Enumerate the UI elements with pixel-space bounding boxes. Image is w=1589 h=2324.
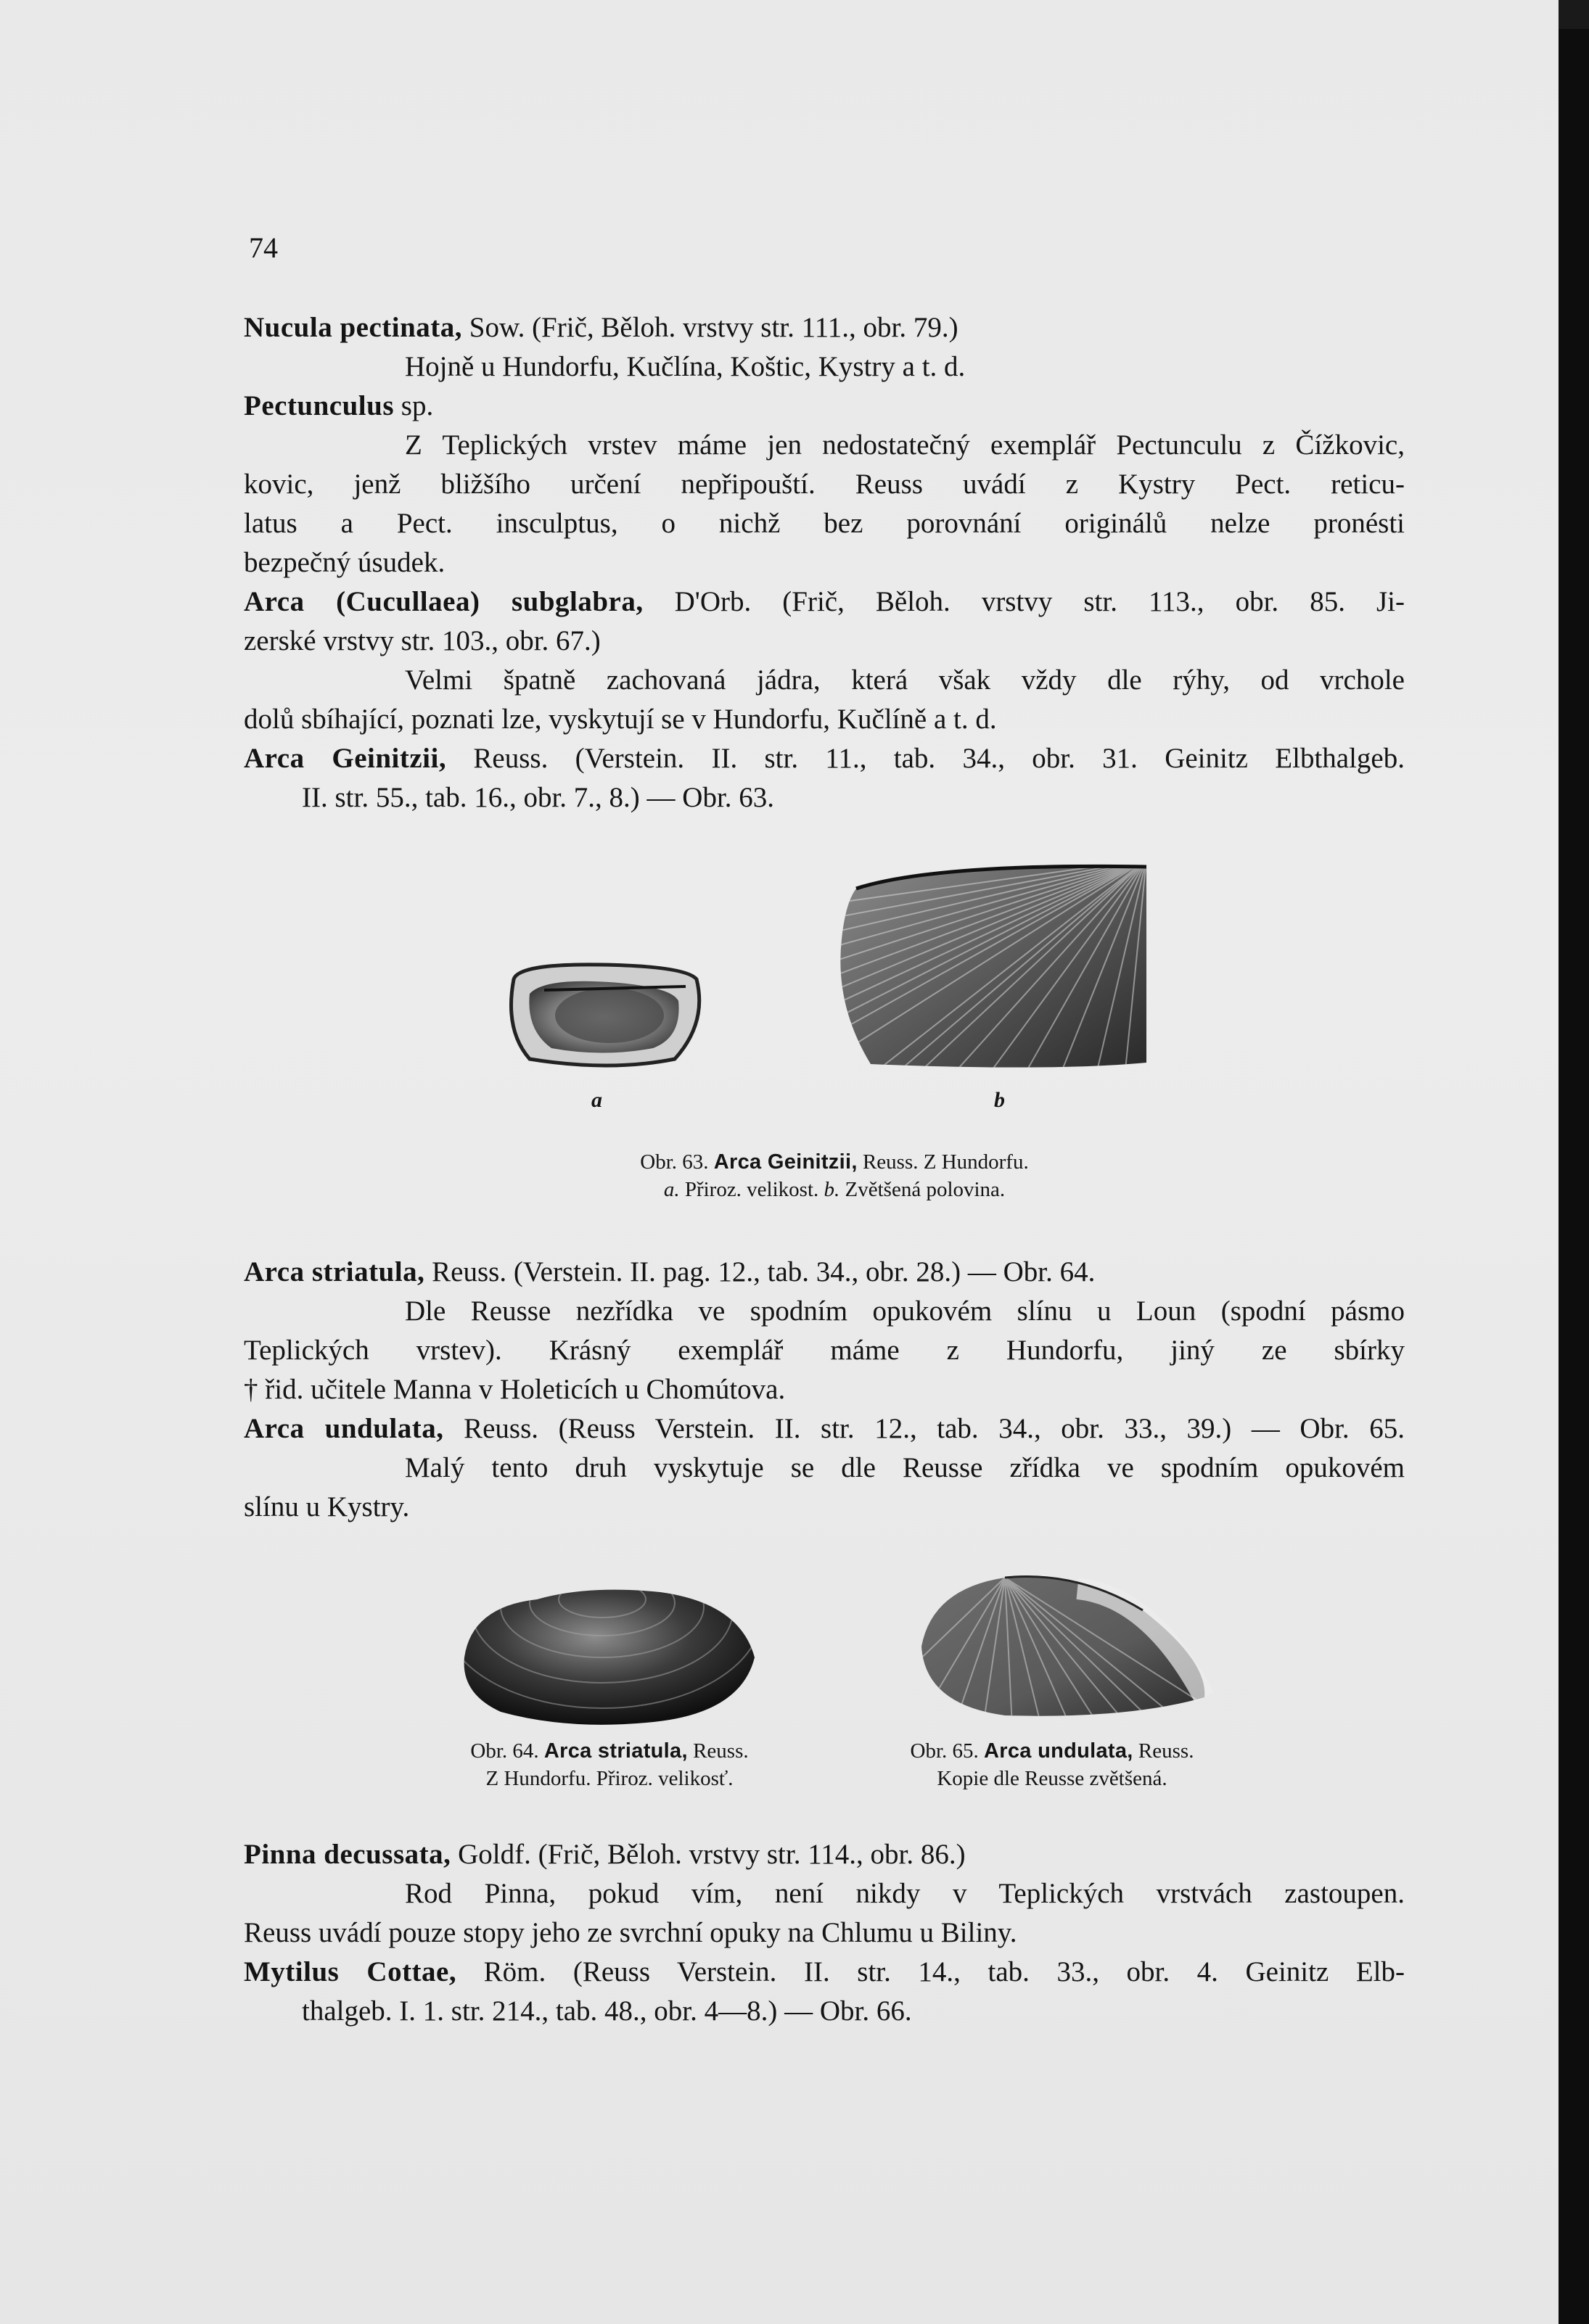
text-line: latus a Pect. insculptus, o nichž bez porovnání originálů nelze pronésti bbox=[244, 508, 1405, 539]
text-line: Teplických vrstev). Krásný exemplář máme z Hundorfu, jiný ze sbírky bbox=[244, 1335, 1405, 1366]
entry-mytilus: Mytilus Cottae, Röm. (Reuss Verstein. II. str. 14., tab. 33., obr. 4. Geinitz Elb- bbox=[244, 1956, 1405, 1987]
entry-arca-undulata: Arca undulata, Reuss. (Reuss Verstein. II. str. 12., tab. 34., obr. 33., 39.) — Obr. 65. bbox=[244, 1413, 1405, 1444]
text-line: Reuss uvádí pouze stopy jeho ze svrchní opuky na Chlumu u Biliny. bbox=[244, 1917, 1017, 1948]
text-line: Hojně u Hundorfu, Kučlína, Koštic, Kystry a t. d. bbox=[405, 351, 966, 382]
text-line: Rod Pinna, pokud vím, není nikdy v Teplických vrstvách zastoupen. bbox=[405, 1878, 1405, 1909]
text-line: Z Teplických vrstev máme jen nedostatečný exemplář Pectunculu z Čížkovic, bbox=[405, 429, 1405, 461]
figure-label-a: a bbox=[591, 1088, 602, 1112]
figure-64-caption: Obr. 64. Arca striatula, Reuss. Z Hundorfu. Přiroz. velikosť. bbox=[470, 1739, 749, 1790]
figure-65-caption: Obr. 65. Arca undulata, Reuss. Kopie dle Reusse zvětšená. bbox=[910, 1739, 1194, 1790]
text-line: dolů sbíhající, poznati lze, vyskytují se v Hundorfu, Kučlíně a t. d. bbox=[244, 704, 997, 735]
entry-nucula: Nucula pectinata, Sow. (Frič, Běloh. vrstvy str. 111., obr. 79.) bbox=[244, 312, 958, 343]
text-block-lower bbox=[244, 1835, 1405, 2031]
text-block-middle bbox=[244, 1253, 1405, 1527]
entry-arca-cucullaea: Arca (Cucullaea) subglabra, D'Orb. (Frič, Běloh. vrstvy str. 113., obr. 85. Ji- bbox=[244, 586, 1405, 617]
arca-geinitzii-shell-enlarged-half bbox=[834, 860, 1154, 1077]
figure-label-b: b bbox=[994, 1088, 1005, 1112]
text-line: slínu u Kystry. bbox=[244, 1491, 410, 1522]
text-line: Velmi špatně zachovaná jádra, která však vždy dle rýhy, od vrchole bbox=[405, 664, 1405, 696]
text-line: kovic, jenž bližšího určení nepřipouští. Reuss uvádí z Kystry Pect. reticu- bbox=[244, 469, 1405, 500]
entry-pectunculus: Pectunculus sp. bbox=[244, 390, 434, 421]
figure-63-caption: Obr. 63. Arca Geinitzii, Reuss. Z Hundorfu. a. Přiroz. velikost. b. Zvětšená polovina. bbox=[640, 1150, 1029, 1201]
text-block-upper bbox=[244, 308, 1405, 817]
scan-edge-shadow bbox=[1559, 29, 1589, 2324]
entry-pinna: Pinna decussata, Goldf. (Frič, Běloh. vrstvy str. 114., obr. 86.) bbox=[244, 1839, 966, 1870]
arca-striatula-shell bbox=[457, 1578, 762, 1730]
text-line: † řid. učitele Manna v Holeticích u Chomútova. bbox=[244, 1374, 786, 1405]
entry-arca-geinitzii: Arca Geinitzii, Reuss. (Verstein. II. str. 11., tab. 34., obr. 31. Geinitz Elbthalgeb. bbox=[244, 743, 1405, 774]
text-line: II. str. 55., tab. 16., obr. 7., 8.) — Obr. 63. bbox=[302, 782, 775, 813]
text-line: zerské vrstvy str. 103., obr. 67.) bbox=[244, 625, 601, 656]
entry-arca-striatula: Arca striatula, Reuss. (Verstein. II. pag. 12., tab. 34., obr. 28.) — Obr. 64. bbox=[244, 1256, 1096, 1287]
arca-geinitzii-shell-natural-size bbox=[501, 957, 711, 1074]
text-line: thalgeb. I. 1. str. 214., tab. 48., obr. 4—8.) — Obr. 66. bbox=[302, 1995, 912, 2027]
text-line: Dle Reusse nezřídka ve spodním opukovém slínu u Loun (spodní pásmo bbox=[405, 1295, 1405, 1327]
text-line: Malý tento druh vyskytuje se dle Reusse zřídka ve spodním opukovém bbox=[405, 1452, 1405, 1483]
page-number: 74 bbox=[249, 231, 278, 264]
text-line: bezpečný úsudek. bbox=[244, 547, 446, 578]
arca-undulata-shell bbox=[911, 1567, 1215, 1726]
